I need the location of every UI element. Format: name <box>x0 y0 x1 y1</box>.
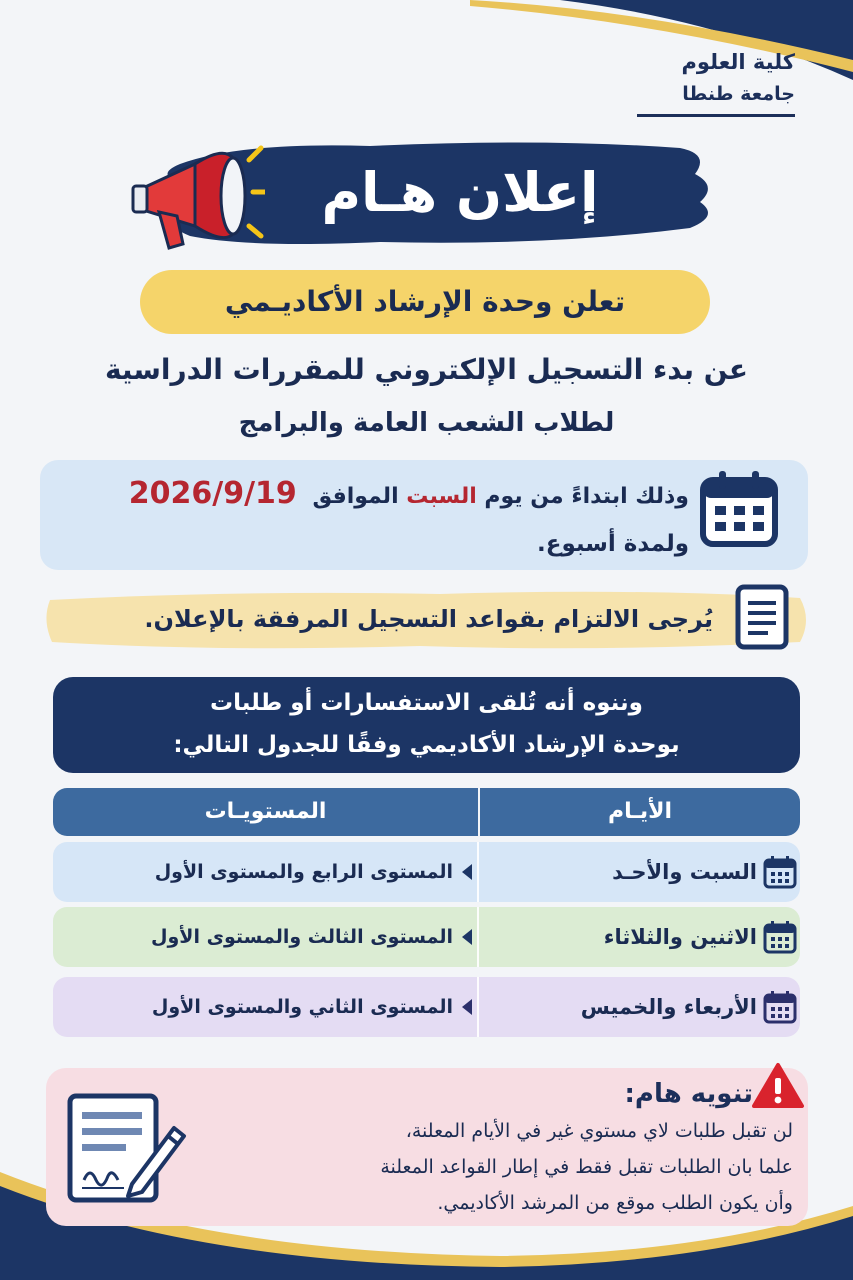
important-note-line-3: وأن يكون الطلب موقع من المرشد الأكاديمي. <box>437 1192 793 1214</box>
row-pointer-icon <box>462 999 472 1015</box>
rules-text: يُرجى الالتزام بقواعد التسجيل المرفقة بالإعلان. <box>144 605 713 633</box>
calendar-icon <box>762 854 798 890</box>
unit-banner: تعلن وحدة الإرشاد الأكاديـمي <box>140 270 710 334</box>
megaphone-icon <box>125 130 265 260</box>
calendar-icon <box>762 919 798 955</box>
column-header-levels: المستويـات <box>53 788 478 836</box>
calendar-icon <box>697 468 781 550</box>
row-pointer-icon <box>462 929 472 945</box>
college-name: كلية العلوم <box>681 50 795 74</box>
row-days: الاثنين والثلاثاء <box>603 925 757 949</box>
inquiry-line-2: بوحدة الإرشاد الأكاديمي وفقًا للجدول التالي: <box>173 732 680 758</box>
row-levels: المستوى الرابع والمستوى الأول <box>154 861 453 883</box>
start-text: وذلك ابتداءً من يوم <box>484 484 689 509</box>
calendar-icon <box>762 989 798 1025</box>
warning-icon <box>751 1062 805 1110</box>
header-underline <box>637 114 795 117</box>
start-date: 2026/9/19 <box>128 476 297 511</box>
row-days: السبت والأحـد <box>612 860 757 884</box>
document-icon <box>726 583 798 653</box>
row-divider <box>477 842 479 902</box>
start-day: السبت <box>406 484 477 509</box>
important-note-line-1: لن تقبل طلبات لاي مستوي غير في الأيام المعلنة، <box>405 1120 793 1142</box>
important-note-title: تنويه هام: <box>624 1079 753 1109</box>
university-name: جامعة طنطا <box>682 83 795 105</box>
row-divider <box>477 907 479 967</box>
signed-document-icon <box>62 1088 192 1208</box>
row-pointer-icon <box>462 864 472 880</box>
row-divider <box>477 977 479 1037</box>
row-levels: المستوى الثالث والمستوى الأول <box>151 926 453 948</box>
inquiry-line-1: وننوه أنه تُلقى الاستفسارات أو طلبات <box>210 690 643 716</box>
row-days: الأربعاء والخميس <box>580 995 757 1019</box>
corresponding-text: الموافق <box>312 484 399 509</box>
announcement-line-1: عن بدء التسجيل الإلكتروني للمقررات الدراسية <box>104 353 749 386</box>
start-date-line <box>129 470 689 521</box>
announcement-title: إعلان هـام <box>321 161 599 224</box>
important-note-line-2: علما بان الطلبات تقبل فقط في إطار القواعد المعلنة <box>380 1156 793 1178</box>
duration-text: ولمدة أسبوع. <box>537 531 689 557</box>
row-levels: المستوى الثاني والمستوى الأول <box>151 996 453 1018</box>
column-header-days: الأيـام <box>480 788 800 836</box>
announcement-line-2: لطلاب الشعب العامة والبرامج <box>238 408 615 438</box>
